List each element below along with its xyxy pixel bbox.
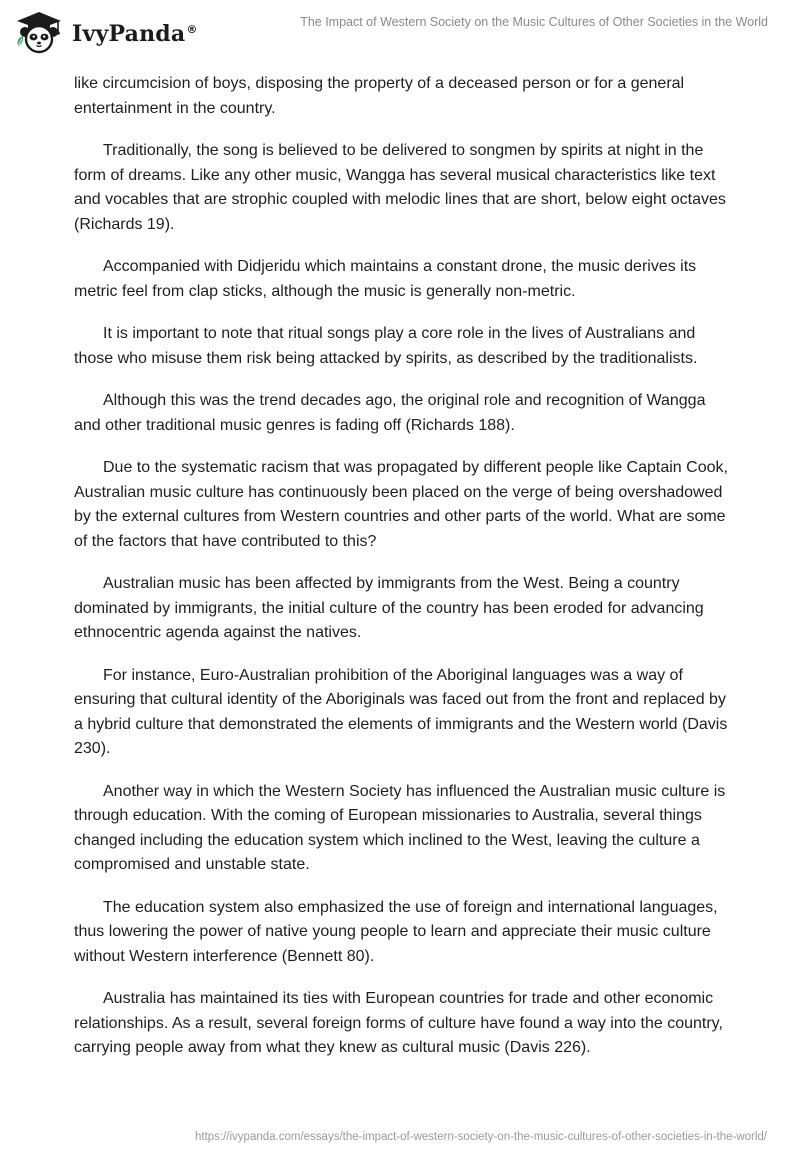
document-title: The Impact of Western Society on the Music Cultures of Other Societies in the World: [300, 15, 768, 29]
page-header: [0, 0, 800, 62]
paragraph: Accompanied with Didjeridu which maintains a constant drone, the music derives its metric feel from clap sticks, although the music is generally non-metric.: [74, 258, 697, 300]
paragraph: For instance, Euro-Australian prohibition of the Aboriginal languages was a way of ensuring that cultural identity of the Aboriginals was faced out from the front and replaced by a hybrid culture that demonstrated the elements of immigrants and the Western world (Davis 230).: [74, 666, 728, 757]
ivypanda-logo[interactable]: [14, 10, 198, 54]
paragraph: It is important to note that ritual songs play a core role in the lives of Australians and those who misuse them risk being attacked by spirits, as described by the traditionalists.: [74, 325, 698, 367]
paragraph: Australia has maintained its ties with European countries for trade and other economic relationships. As a result, several foreign forms of culture have found a way into the country, carrying people away from what they knew as cultural music (Davis 226).: [74, 990, 723, 1056]
paragraph: Another way in which the Western Society has influenced the Australian music culture is through education. With the coming of European missionaries to Australia, several things changed including the education system which inclined to the West, leaving the culture a compromised and unstable state.: [74, 782, 726, 873]
source-url-link[interactable]: https://ivypanda.com/essays/the-impact-of-western-society-on-the-music-cultures-of-other-societies-in-the-world/: [194, 1131, 767, 1143]
paragraph: like circumcision of boys, disposing the property of a deceased person or for a general entertainment in the country.: [74, 75, 685, 117]
paragraph: Australian music has been affected by immigrants from the West. Being a country dominated by immigrants, the initial culture of the country has been eroded for advancing ethnocentric agenda against the natives.: [74, 575, 704, 641]
brand-name: IvyPanda®: [72, 21, 198, 47]
essay-body: [74, 72, 734, 1079]
panda-graduate-icon: [14, 10, 64, 54]
paragraph: Due to the systematic racism that was propagated by different people like Captain Cook, Australian music culture has continuously been placed on the verge of being overshadowed by the external cultures from Western countries and other parts of the world. What are some of the factors that have contributed to this?: [74, 459, 728, 550]
paragraph: Although this was the trend decades ago, the original role and recognition of Wangga and other traditional music genres is fading off (Richards 188).: [74, 392, 706, 434]
paragraph: Traditionally, the song is believed to be delivered to songmen by spirits at night in the form of dreams. Like any other music, Wangga has several musical characteristics like text and vocables that are strophic coupled with melodic lines that are short, below eight octaves (Richards 19).: [74, 142, 726, 233]
paragraph: The education system also emphasized the use of foreign and international languages, thus lowering the power of native young people to learn and appreciate their music culture without Western interference (Bennett 80).: [74, 898, 718, 965]
